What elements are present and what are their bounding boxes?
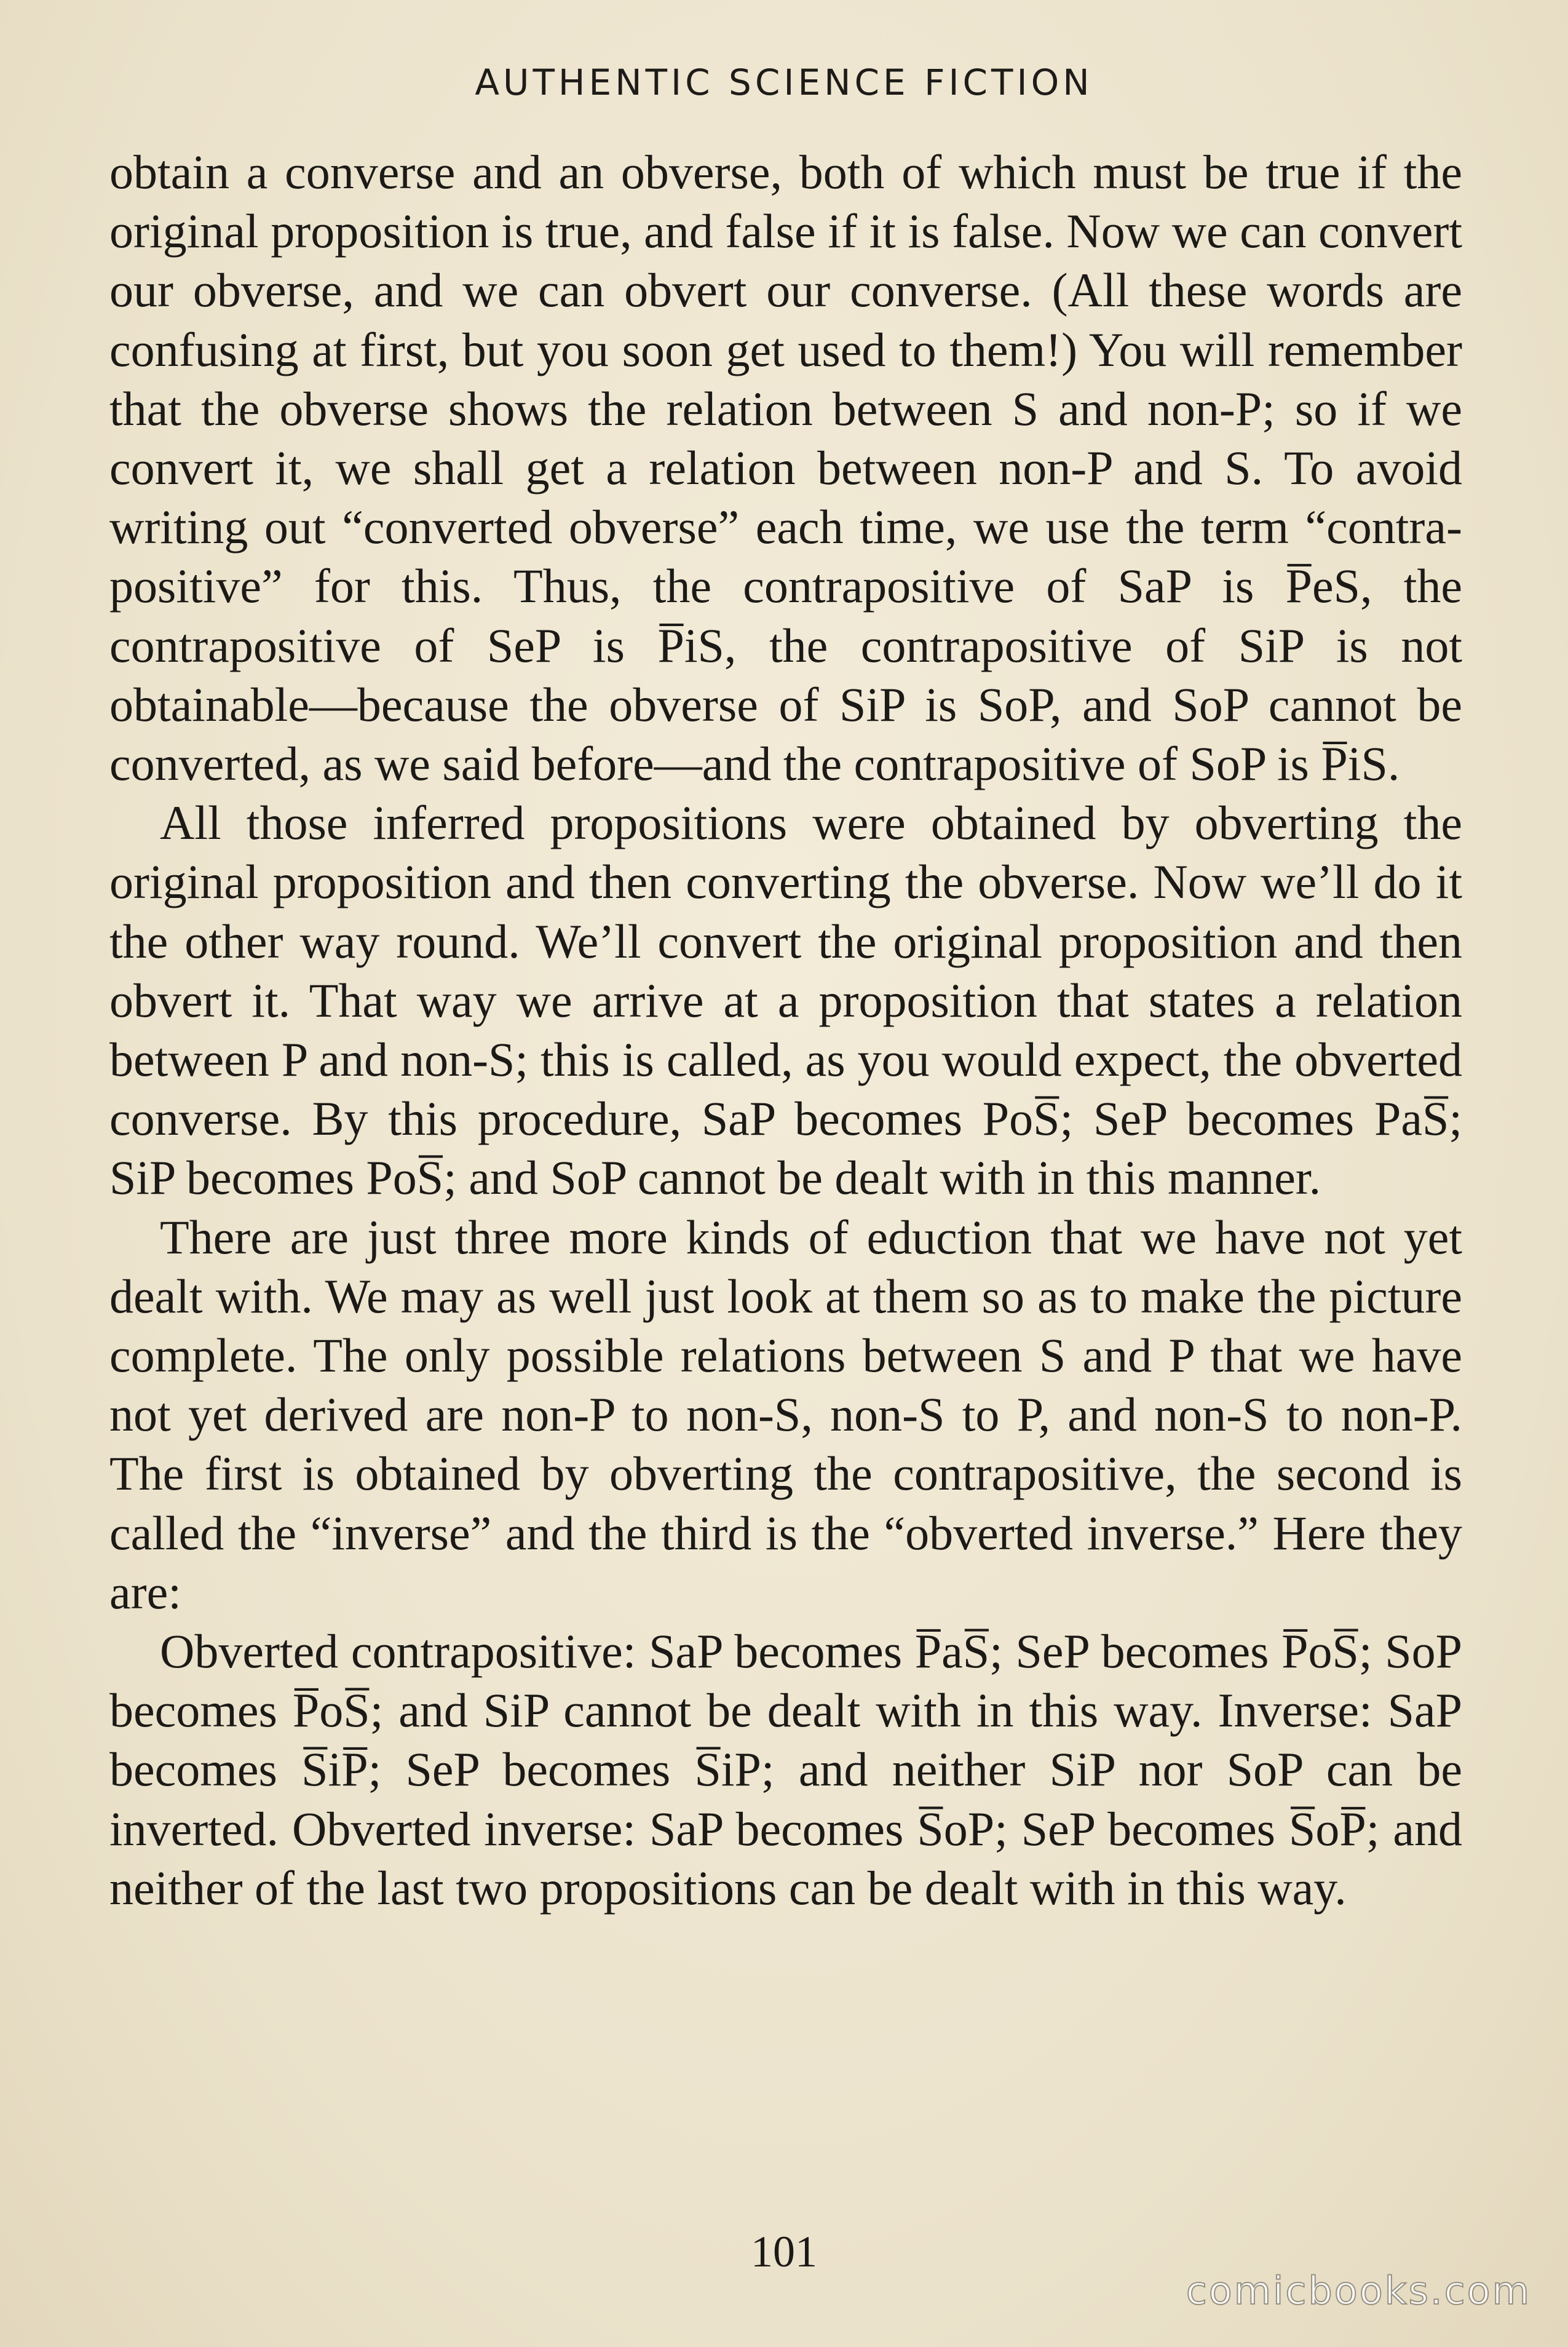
- paragraph-4: Obverted contrapositive: SaP becomes P̅aS̅; SeP becomes P̅oS̅; SoP becomes P̅oS̅; and SiP cannot be dealt with in this way. Inverse: SaP becomes S̅iP̅; SeP becomes S̅iP; and neither SiP nor SoP can be inverted. Obverted inverse: SaP becomes S̅oP; SeP becomes S̅oP̅; and neither of the last two propositions can be dealt with in this way.: [109, 1624, 1462, 1915]
- page-number: 101: [751, 2227, 817, 2276]
- paragraph-1: obtain a converse and an obverse, both of which must be true if the original proposition is true, and false if it is false. Now we can convert our obverse, and we can obvert our converse. (All these words are confusing at first, but you soon get used to them!) You will remember that the obverse shows the relation between S and non-P; so if we convert it, we shall get a relation between non-P and S. To avoid writing out “converted obverse” each time, we use the term “contra-positive” for this. Thus, the contrapositive of SaP is P̅eS, the contrapositive of SeP is P̅iS, the contrapositive of SiP is not obtainable—because the obverse of SiP is SoP, and SoP cannot be converted, as we said before—and the contrapositive of SoP is P̅iS.: [109, 145, 1462, 791]
- body-text: [109, 143, 1462, 1918]
- paragraph-2: All those inferred propositions were obtained by obverting the original proposition and then converting the obverse. Now we’ll do it the other way round. We’ll convert the original proposition and then obvert it. That way we arrive at a proposition that states a relation between P and non-S; this is called, as you would expect, the obverted converse. By this procedure, SaP becomes PoS̅; SeP becomes PaS̅; SiP becomes PoS̅; and SoP cannot be dealt with in this manner.: [109, 796, 1462, 1205]
- watermark: comicbooks.com: [1186, 2268, 1531, 2313]
- running-head: AUTHENTIC SCIENCE FICTION: [475, 62, 1093, 103]
- paragraph-3: There are just three more kinds of eduction that we have not yet dealt with. We may as well just look at them so as to make the picture complete. The only possible relations between S and P that we have not yet derived are non-P to non-S, non-S to P, and non-S to non-P. The first is obtained by obverting the contrapositive, the second is called the “inverse” and the third is the “obverted inverse.” Here they are:: [109, 1210, 1462, 1619]
